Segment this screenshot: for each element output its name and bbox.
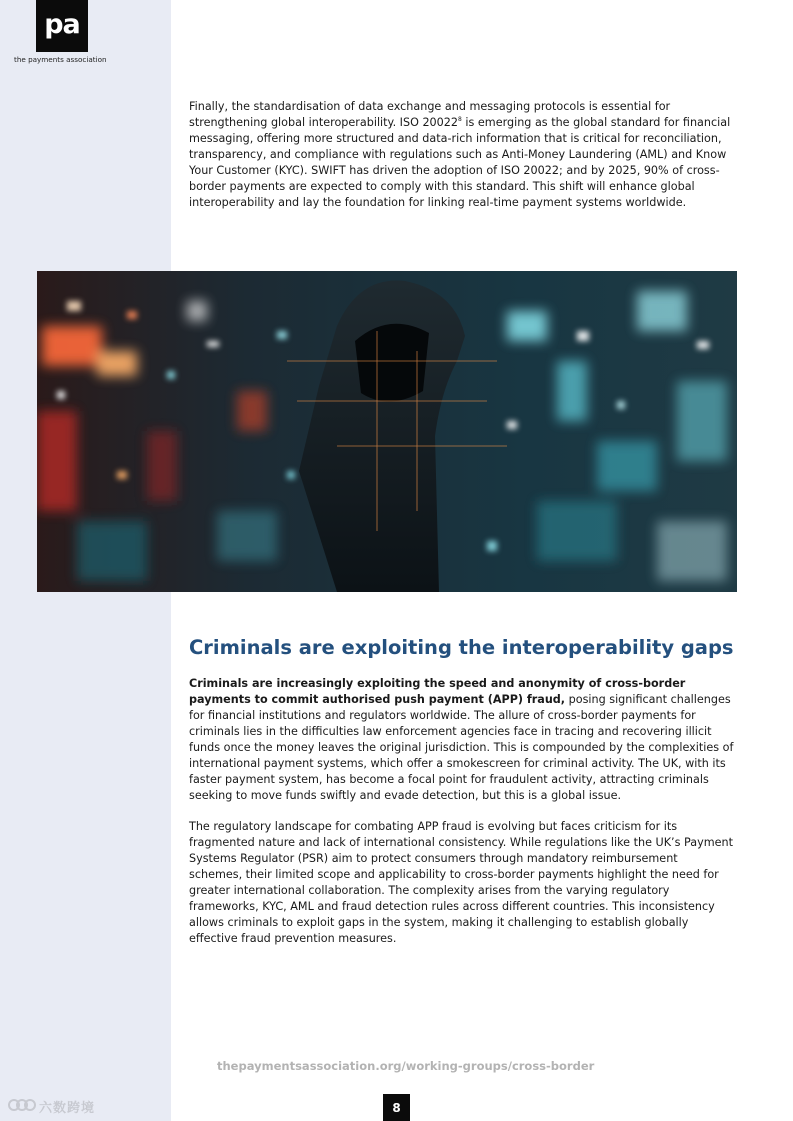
page-number: 8	[383, 1094, 410, 1121]
intro-paragraph: Finally, the standardisation of data exchange and messaging protocols is essential for strengthening global interoperability. ISO 20022$^8$ is emerging as the global standard for financial messaging, offering more structured and data-rich information that is critical for reconciliation, transparency, and compliance with regulations such as Anti-Money Laundering (AML) and Know Your Customer (KYC). SWIFT has driven the adoption of ISO 20022; and by 2025, 90% of cross-border payments are expected to comply with this standard. This shift will enhance global interoperability and lay the foundation for linking real-time payment systems worldwide.	[189, 100, 731, 209]
watermark-logo-icon	[8, 1096, 36, 1116]
section-heading: Criminals are exploiting the interoperability gaps	[189, 636, 734, 659]
fraud-paragraph: Criminals are increasingly exploiting the speed and anonymity of cross-border payments to commit authorised push payment (APP) fraud, posing significant challenges for financial institutions and regulators worldwide. The allure of cross-border payments for criminals lies in the difficulties law enforcement agencies face in tracing and recovering illicit funds once the money leaves the original jurisdiction. This is compounded by the complexities of international payment systems, which offer a smokescreen for criminal activity. The UK, with its faster payment system, has become a focal point for fraudulent activity, attracting criminals seeking to move funds swiftly and evade detection, but this is a global issue.	[189, 677, 734, 802]
regulation-paragraph: The regulatory landscape for combating APP fraud is evolving but faces criticism for its fragmented nature and lack of international consistency. While regulations like the UK’s Payment Systems Regulator (PSR) aim to protect consumers through mandatory reimbursement schemes, their limited scope and applicability to cross-border payments highlight the need for greater international collaboration. The complexity arises from the varying regulatory frameworks, KYC, AML and fraud detection rules across different countries. This inconsistency allows criminals to exploit gaps in the system, making it challenging to establish globally effective fraud prevention measures.	[189, 820, 733, 945]
pa-logo[interactable]	[36, 0, 88, 52]
logo-tagline: the payments association	[14, 55, 107, 64]
footnote-ref[interactable]: 8	[458, 116, 462, 123]
hooded-figure-image	[37, 271, 737, 592]
logo-text: pa	[44, 8, 80, 40]
watermark-text: 六数跨境	[39, 1100, 96, 1116]
watermark	[8, 1096, 95, 1116]
footer-url-link[interactable]: thepaymentsassociation.org/working-groups/cross-border	[217, 1059, 595, 1073]
fraud-lead: Criminals are increasingly exploiting the speed and anonymity of cross-border payments to commit authorised push payment (APP) fraud,	[189, 677, 686, 706]
